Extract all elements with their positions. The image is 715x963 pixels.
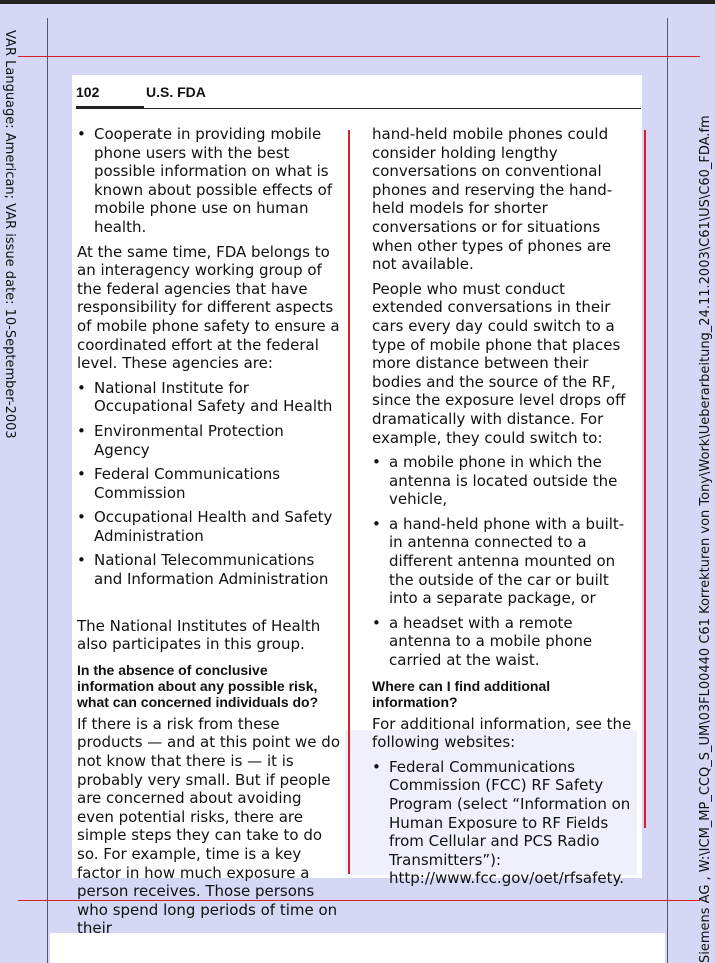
- bullet-icon: •: [372, 514, 381, 533]
- paragraph: hand-held mobile phones could consider holding lengthy conversations on conventional phones and reserving the hand-held models for shorter conversations or for situations when other types of phones are not available.: [372, 125, 613, 274]
- header-rule: [76, 108, 641, 109]
- top-strip: [0, 0, 715, 4]
- page-number: 102: [76, 84, 100, 100]
- side-right-text: Siemens AG , W:\ICM_MP_CCQ_S_UM\03FL00440 C61 Korrekturen von Tony\Work\Ueberarbeitung_24.11.2003\C61\US\C60_FDA.fm: [698, 115, 713, 963]
- crop-mark-top-horizontal: [18, 56, 700, 57]
- agency-list: [77, 379, 341, 589]
- bullet-icon: •: [77, 465, 86, 484]
- list-item: • Federal Communications Commission (FCC) RF Safety Program (select “Information on Human Exposure to RF Fields from Cellular and PCS Radio Transmitters”): http://www.fcc.gov/oet/rfsafety.: [372, 757, 631, 888]
- bullet-icon: •: [372, 757, 381, 776]
- page-title: U.S. FDA: [146, 84, 206, 100]
- list-item: • National Telecommunications and Information Administration: [77, 551, 329, 589]
- paragraph: If there is a risk from these products — and at this point we do not know that there is — it is probably very small. But if people are concerned about avoiding even potential risks, there are simple steps they can take to do so. For example, time is a key factor in how much exposure a person receives. Those persons who spend long periods of time on their: [77, 714, 340, 938]
- crop-mark-left-vertical: [47, 18, 48, 963]
- change-bar-left: [348, 130, 350, 874]
- list-item: • a hand-held phone with a built-in antenna connected to a different antenna mounted on the outside of the car or built into a separate package, or: [372, 514, 625, 608]
- paragraph: The National Institutes of Health also participates in this group.: [77, 616, 321, 654]
- bullet-icon: •: [77, 551, 86, 570]
- list-item: • a mobile phone in which the antenna is located outside the vehicle,: [372, 453, 618, 509]
- right-column: [372, 125, 636, 894]
- bullet-icon: •: [77, 125, 86, 143]
- left-column: [77, 125, 341, 944]
- bullet-icon: •: [372, 613, 381, 632]
- section-heading: In the absence of conclusive information about any possible risk, what can concerned individuals do?: [77, 661, 319, 710]
- list-item: • Federal Communications Commission: [77, 465, 281, 502]
- bullet-icon: •: [77, 508, 86, 527]
- change-bar-right: [644, 130, 646, 828]
- paragraph: At the same time, FDA belongs to an interagency working group of the federal agencies that have responsibility for different aspects of mobile phone safety to ensure a coordinated effort at the federal level. These agencies are:: [77, 242, 340, 373]
- list-item: • Environmental Protection Agency: [77, 421, 284, 459]
- list-item: • Occupational Health and Safety Administration: [77, 508, 333, 545]
- intro-list: [77, 125, 341, 237]
- section-heading: Where can I find additional information?: [372, 677, 551, 710]
- bullet-icon: •: [77, 378, 86, 397]
- paragraph: For additional information, see the following websites:: [372, 714, 632, 752]
- list-item: • National Institute for Occupational Safety and Health: [77, 378, 333, 416]
- spacer: [77, 595, 341, 617]
- bullet-icon: •: [77, 421, 86, 440]
- paragraph: People who must conduct extended conversations in their cars every day could switch to a type of mobile phone that places more distance between their bodies and the source of the RF, since the exposure level drops off dramatically with distance. For example, they could switch to:: [372, 279, 626, 447]
- list-item: • a headset with a remote antenna to a mobile phone carried at the waist.: [372, 613, 593, 670]
- side-left-text: VAR Language: American; VAR issue date: 10-September-2003: [2, 30, 17, 439]
- page-header: [76, 82, 641, 110]
- crop-mark-right-vertical: [667, 18, 668, 963]
- list-item: • Cooperate in providing mobile phone users with the best possible information on what is known about possible effects of mobile phone use on human health.: [77, 125, 333, 236]
- website-list: [372, 758, 636, 888]
- options-list: [372, 453, 636, 670]
- bullet-icon: •: [372, 453, 381, 472]
